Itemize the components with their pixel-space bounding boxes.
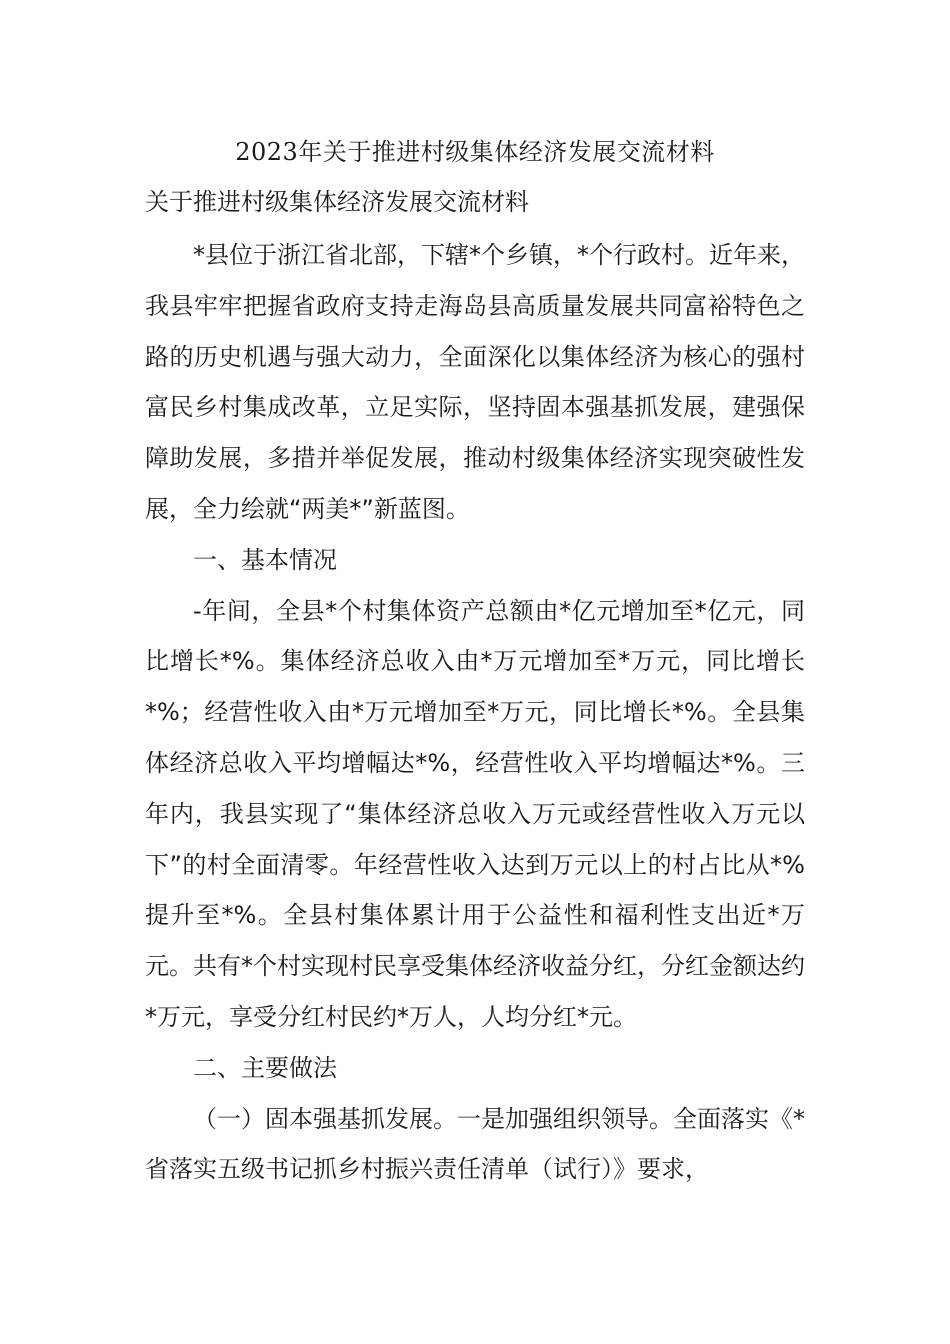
document-title: 2023年关于推进村级集体经济发展交流材料 <box>235 138 715 166</box>
main-practices-paragraph: （一）固本强基抓发展。一是加强组织领导。全面落实《*省落实五级书记抓乡村振兴责任清单（试行）》要求， <box>145 1104 805 1184</box>
document-body <box>145 230 805 1195</box>
basic-situation-paragraph: -年间，全县*个村集体资产总额由*亿元增加至*亿元，同比增长*%。集体经济总收入由*万元增加至*万元，同比增长*%；经营性收入由*万元增加至*万元，同比增长*%。全县集体经济总收入平均增幅达*%，经营性收入平均增幅达*%。三年内，我县实现了“集体经济总收入万元或经营性收入万元以下”的村全面清零。年经营性收入达到万元以上的村占比从*%提升至*%。全县村集体累计用于公益性和福利性支出近*万元。共有*个村实现村民享受集体经济收益分红，分红金额达约*万元，享受分红村民约*万人，人均分红*元。 <box>145 596 805 1031</box>
document-subtitle: 关于推进村级集体经济发展交流材料 <box>145 188 529 216</box>
section-heading-main-practices: 二、主要做法 <box>193 1053 337 1082</box>
section-heading-basic-situation: 一、基本情况 <box>193 545 337 574</box>
intro-paragraph: *县位于浙江省北部，下辖*个乡镇，*个行政村。近年来，我县牢牢把握省政府支持走海岛县高质量发展共同富裕特色之路的历史机遇与强大动力，全面深化以集体经济为核心的强村富民乡村集成改革，立足实际，坚持固本强基抓发展，建强保障助发展，多措并举促发展，推动村级集体经济实现突破性发展，全力绘就“两美*”新蓝图。 <box>145 241 805 523</box>
